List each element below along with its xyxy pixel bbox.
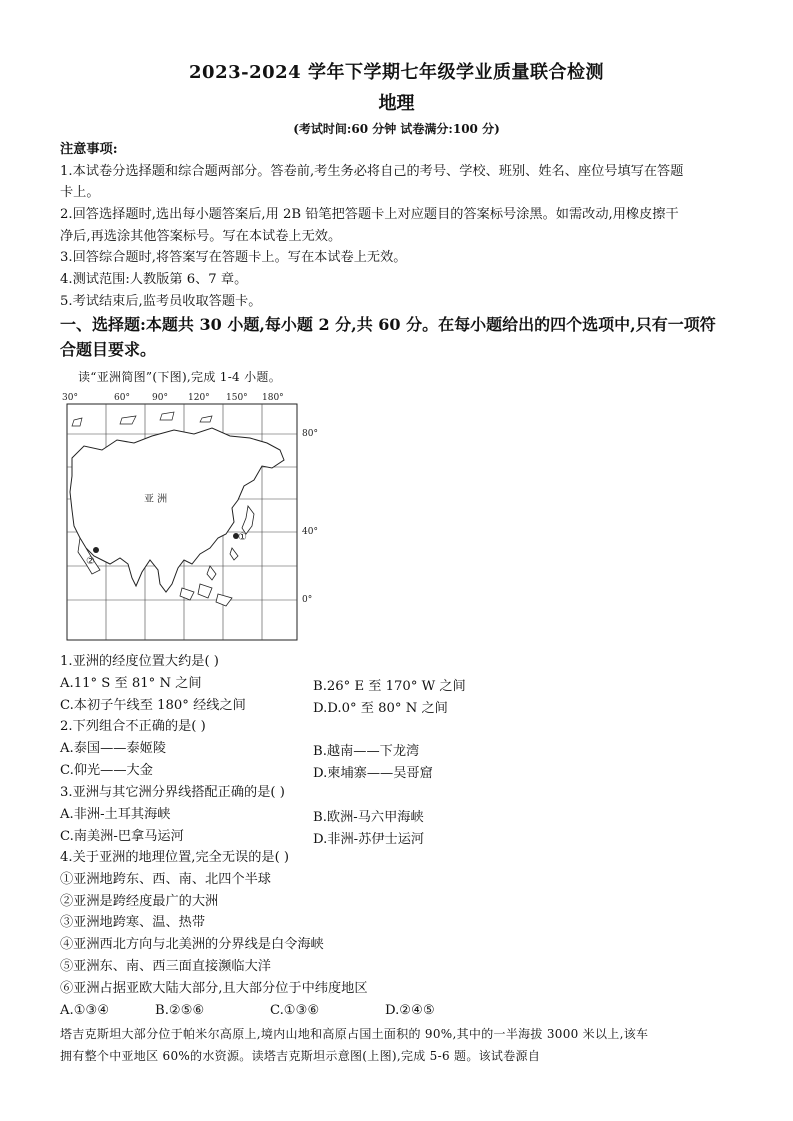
note-line: 净后,再选涂其他答案标号。写在本试卷上无效。 (60, 229, 342, 244)
question-1-stem: 1.亚洲的经度位置大约是( ) (60, 654, 219, 669)
note-line: 5.考试结束后,监考员收取答题卡。 (60, 294, 262, 309)
exam-title: 2023-2024 学年下学期七年级学业质量联合检测 (189, 62, 604, 83)
note-line: 3.回答综合题时,将答案写在答题卡上。写在本试卷上无效。 (60, 250, 407, 265)
question-2-stem: 2.下列组合不正确的是( ) (60, 719, 206, 734)
note-line: 1.本试卷分选择题和综合题两部分。答卷前,考生务必将自己的考号、学校、班别、姓名、座位号填写在答题 (60, 164, 684, 179)
notes-heading: 注意事项: (60, 142, 118, 157)
question-4-option-d: D.②④⑤ (385, 1003, 435, 1018)
asia-landmass (70, 428, 284, 592)
question-2-option-c: C.仰光——大金 (60, 763, 153, 778)
lat-label-40: 40° (302, 527, 318, 537)
question-2-option-a: A.泰国——泰姬陵 (60, 741, 167, 756)
lat-label-80: 80° (302, 429, 318, 439)
marker-2-label: ② (86, 556, 95, 567)
question-3-stem: 3.亚洲与其它洲分界线搭配正确的是( ) (60, 785, 285, 800)
question-4-statement: ⑥亚洲占据亚欧大陆大部分,且大部分位于中纬度地区 (60, 981, 368, 996)
subject-title: 地理 (378, 93, 415, 114)
marker-2-dot (93, 547, 99, 553)
question-4-option-b: B.②⑤⑥ (155, 1003, 205, 1018)
question-2-option-b: B.越南——下龙湾 (313, 744, 420, 759)
exam-info: (考试时间:60 分钟 试卷满分:100 分) (293, 122, 500, 136)
question-4-option-c: C.①③⑥ (270, 1003, 320, 1018)
question-1-option-d: D.D.0° 至 80° N 之间 (313, 701, 448, 716)
lon-label-60: 60° (114, 393, 130, 403)
question-4-option-a: A.①③④ (60, 1003, 110, 1018)
lon-label-150: 150° (226, 393, 248, 403)
note-line: 卡上。 (60, 185, 100, 200)
question-3-option-b: B.欧洲-马六甲海峡 (313, 810, 424, 825)
marker-1-label: ① (238, 532, 247, 543)
question-4-statement: ①亚洲地跨东、西、南、北四个半球 (60, 872, 271, 887)
passage-line: 塔吉克斯坦大部分位于帕米尔高原上,境内山地和高原占国土面积的 90%,其中的一半海拔 3000 米以上,该车 (60, 1027, 649, 1041)
passage-line: 拥有整个中亚地区 60%的水资源。读塔吉克斯坦示意图(上图),完成 5-6 题。该试卷源自 (60, 1049, 541, 1063)
asia-label: 亚 洲 (144, 494, 168, 505)
map-intro: 读“亚洲简图”(下图),完成 1-4 小题。 (78, 370, 282, 384)
question-2-option-d: D.柬埔寨——吴哥窟 (313, 766, 433, 781)
question-3-option-d: D.非洲-苏伊士运河 (313, 832, 425, 847)
question-4-statement: ④亚洲西北方向与北美洲的分界线是白令海峡 (60, 937, 324, 952)
japan-islands (242, 506, 254, 534)
question-3-option-a: A.非洲-土耳其海峡 (60, 807, 171, 822)
lon-label-30: 30° (62, 393, 78, 403)
question-4-statement: ②亚洲是跨经度最广的大洲 (60, 894, 219, 909)
question-3-option-c: C.南美洲-巴拿马运河 (60, 829, 184, 844)
question-1-option-c: C.本初子午线至 180° 经线之间 (60, 698, 246, 713)
question-1-option-b: B.26° E 至 170° W 之间 (313, 679, 466, 694)
note-line: 2.回答选择题时,选出每小题答案后,用 2B 铅笔把答题卡上对应题目的答案标号涂黑。如需改动,用橡皮擦干 (60, 207, 679, 222)
arctic-islands (72, 412, 212, 426)
note-line: 4.测试范围:人教版第 6、7 章。 (60, 272, 248, 287)
lon-label-90: 90° (152, 393, 168, 403)
question-1-option-a: A.11° S 至 81° N 之间 (60, 676, 202, 691)
asia-map (62, 388, 324, 646)
question-4-statement: ⑤亚洲东、南、西三面直接濒临大洋 (60, 959, 271, 974)
question-4-stem: 4.关于亚洲的地理位置,完全无误的是( ) (60, 850, 290, 865)
section-heading-cont: 合题目要求。 (60, 340, 157, 359)
section-heading: 一、选择题:本题共 30 小题,每小题 2 分,共 60 分。在每小题给出的四个选项中,只有一项符 (60, 315, 716, 334)
lon-label-120: 120° (188, 393, 210, 403)
lat-label-0: 0° (302, 595, 313, 605)
lon-label-180: 180° (262, 393, 284, 403)
question-4-statement: ③亚洲地跨寒、温、热带 (60, 915, 206, 930)
